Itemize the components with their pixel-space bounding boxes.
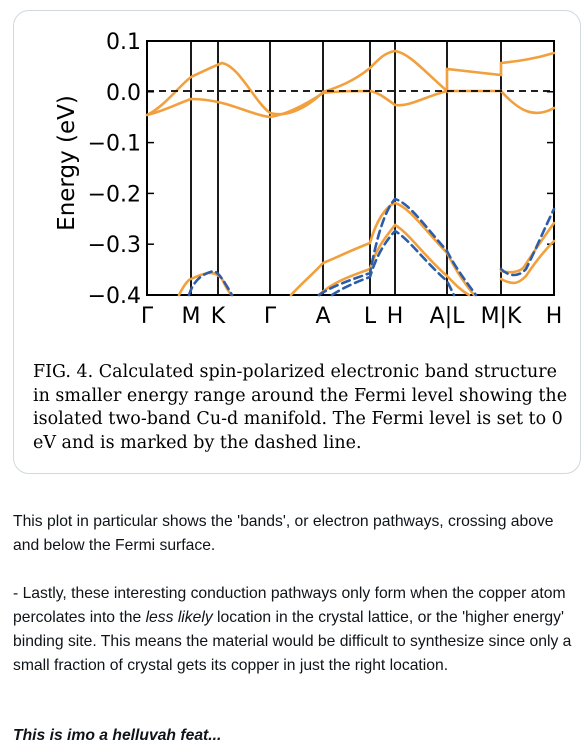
x-tick-label: M xyxy=(181,304,201,329)
x-tick-label: A|L xyxy=(429,304,465,329)
y-tick-label: −0.3 xyxy=(87,233,141,259)
x-tick-label: A xyxy=(315,304,331,329)
post-paragraph: This plot in particular shows the 'bands', or electron pathways, crossing above and below the Fermi surface. xyxy=(13,513,554,554)
x-tick-label: Γ xyxy=(263,304,277,329)
y-tick-label: 0.0 xyxy=(106,80,141,106)
caption-line: eV and is marked by the dashed line. xyxy=(33,432,362,453)
y-tick-label: −0.1 xyxy=(87,131,141,157)
y-tick-label: −0.2 xyxy=(87,182,141,208)
figure-card[interactable] xyxy=(13,10,581,474)
band-spin-down xyxy=(189,271,232,295)
paragraph-text: location in the crystal lattice, or the 'higher energy' binding site. This means the material would be difficult to synthesize since only a small fraction of crystal gets its copper in just the right location. xyxy=(13,609,572,674)
plot-frame xyxy=(147,41,554,295)
x-tick-label: Γ xyxy=(140,304,154,329)
band-spin-down xyxy=(501,209,554,275)
x-tick-label: H xyxy=(545,304,563,329)
paragraph-text: - Lastly, these interesting conduction pathways only form when the copper atom percolates into the xyxy=(13,585,566,626)
post-paragraph: This is imo a helluvah feat... xyxy=(13,727,222,744)
figure-caption xyxy=(33,361,581,455)
caption-line: isolated two-band Cu-d manifold. The Fermi level is set to 0 xyxy=(33,409,563,429)
y-tick-label: 0.1 xyxy=(106,30,141,55)
x-tick-label: K xyxy=(210,304,226,329)
caption-line: in smaller energy range around the Fermi level showing the xyxy=(33,385,568,406)
x-tick-label: L xyxy=(363,304,377,329)
y-tick-label: −0.4 xyxy=(87,284,141,309)
post-paragraph xyxy=(13,582,573,678)
x-tick-label: M|K xyxy=(480,304,522,329)
emphasis-text: less likely xyxy=(145,609,213,626)
x-tick-label: H xyxy=(386,304,404,329)
band-upper xyxy=(147,51,554,115)
caption-line: FIG. 4. Calculated spin-polarized electronic band structure xyxy=(33,362,557,382)
band-lower xyxy=(147,91,554,117)
y-axis-label: Energy (eV) xyxy=(54,95,80,231)
